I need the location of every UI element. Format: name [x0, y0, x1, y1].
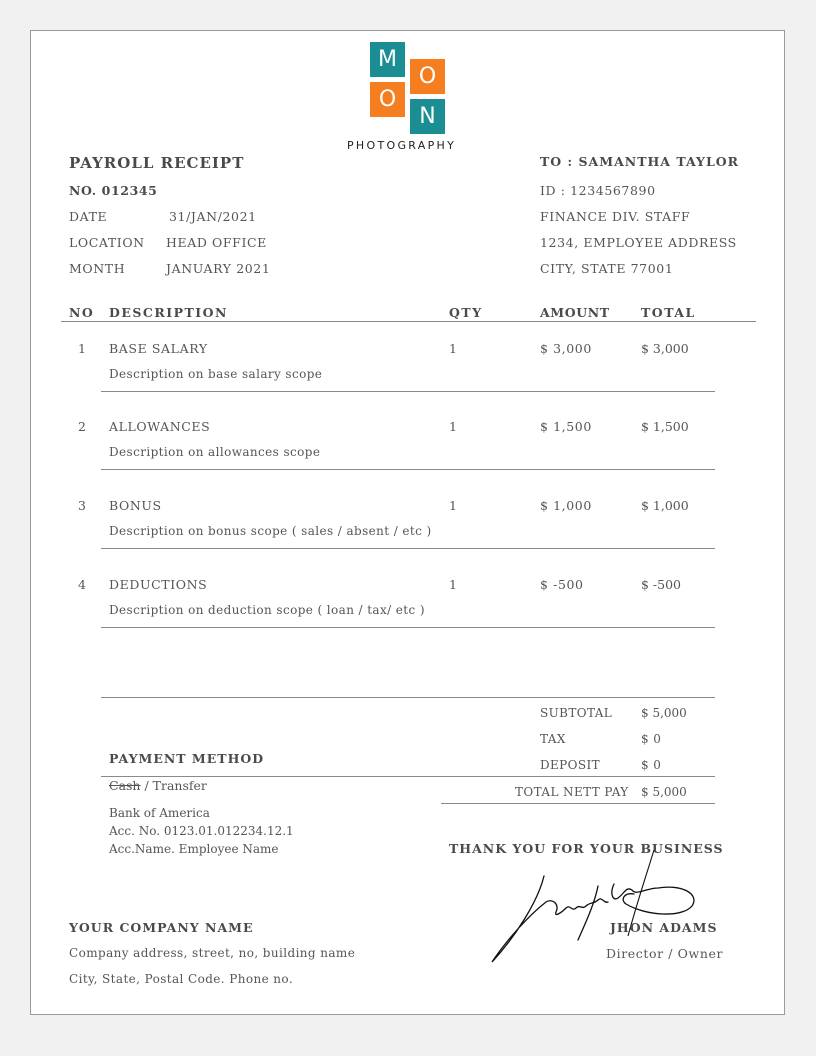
location-value: HEAD OFFICE	[166, 235, 267, 250]
receipt-page	[30, 30, 785, 1015]
row-total: $ -500	[641, 577, 682, 592]
subtotal-label: SUBTOTAL	[540, 706, 613, 720]
row-description: Description on base salary scope	[109, 367, 323, 381]
row-total: $ 1,500	[641, 419, 689, 434]
table-end-divider	[101, 697, 715, 698]
subtotal-value: $ 5,000	[641, 706, 687, 720]
recipient-address: 1234, EMPLOYEE ADDRESS	[540, 235, 737, 250]
row-title: ALLOWANCES	[109, 419, 211, 434]
recipient-name: TO : SAMANTHA TAYLOR	[540, 154, 740, 169]
tax-label: TAX	[540, 732, 566, 746]
company-name: YOUR COMPANY NAME	[69, 920, 254, 935]
payment-cash: Cash	[109, 778, 141, 793]
account-name: Acc.Name. Employee Name	[109, 842, 279, 856]
bank-name: Bank of America	[109, 806, 210, 820]
row-amount: $ -500	[540, 577, 584, 592]
row-title: BASE SALARY	[109, 341, 208, 356]
row-number: 4	[78, 577, 87, 592]
col-header-total: TOTAL	[641, 305, 696, 320]
brand-logo	[370, 42, 446, 128]
total-nett-pay-label: TOTAL NETT PAY	[515, 785, 629, 799]
payment-method-options	[109, 778, 207, 793]
row-qty: 1	[449, 577, 458, 592]
date-label: DATE	[69, 209, 108, 224]
row-title: DEDUCTIONS	[109, 577, 208, 592]
company-address: Company address, street, no, building name	[69, 946, 356, 960]
tax-value: $ 0	[641, 732, 662, 746]
row-amount: $ 1,500	[540, 419, 592, 434]
logo-tile-o2: O	[370, 82, 405, 117]
receipt-title: PAYROLL RECEIPT	[69, 154, 245, 172]
row-number: 3	[78, 498, 87, 513]
row-qty: 1	[449, 419, 458, 434]
row-amount: $ 1,000	[540, 498, 592, 513]
logo-tile-o1: O	[410, 59, 445, 94]
brand-subtitle: PHOTOGRAPHY	[347, 139, 457, 152]
row-number: 1	[78, 341, 87, 356]
row-divider	[101, 548, 715, 549]
row-divider	[101, 627, 715, 628]
row-number: 2	[78, 419, 87, 434]
col-header-amount: AMOUNT	[540, 305, 610, 320]
row-title: BONUS	[109, 498, 162, 513]
account-number: Acc. No. 0123.01.012234.12.1	[109, 824, 294, 838]
thank-you-note: THANK YOU FOR YOUR BUSINESS	[449, 841, 724, 856]
recipient-id: ID : 1234567890	[540, 183, 656, 198]
payment-divider	[101, 776, 441, 777]
row-divider	[101, 391, 715, 392]
logo-tile-n: N	[410, 99, 445, 134]
month-label: MONTH	[69, 261, 126, 276]
row-qty: 1	[449, 498, 458, 513]
col-header-description: DESCRIPTION	[109, 305, 228, 320]
row-total: $ 1,000	[641, 498, 689, 513]
recipient-division: FINANCE DIV. STAFF	[540, 209, 691, 224]
month-value: JANUARY 2021	[166, 261, 271, 276]
row-total: $ 3,000	[641, 341, 689, 356]
row-description: Description on deduction scope ( loan / tax/ etc )	[109, 603, 425, 617]
row-divider	[101, 469, 715, 470]
receipt-number: NO. 012345	[69, 183, 158, 198]
company-city: City, State, Postal Code. Phone no.	[69, 972, 294, 986]
logo-tile-m: M	[370, 42, 405, 77]
row-amount: $ 3,000	[540, 341, 592, 356]
row-description: Description on bonus scope ( sales / absent / etc )	[109, 524, 432, 538]
row-description: Description on allowances scope	[109, 445, 321, 459]
signer-role: Director / Owner	[606, 946, 724, 961]
summary-bottom-divider	[441, 803, 715, 804]
summary-divider	[441, 776, 715, 777]
total-nett-pay-value: $ 5,000	[641, 785, 687, 799]
table-header-divider	[61, 321, 756, 322]
deposit-label: DEPOSIT	[540, 758, 601, 772]
col-header-qty: QTY	[449, 305, 483, 320]
recipient-city: CITY, STATE 77001	[540, 261, 674, 276]
signer-name: JHON ADAMS	[610, 920, 718, 935]
payment-method-heading: PAYMENT METHOD	[109, 751, 265, 766]
location-label: LOCATION	[69, 235, 145, 250]
col-header-no: NO	[69, 305, 95, 320]
payment-transfer: / Transfer	[140, 778, 207, 793]
row-qty: 1	[449, 341, 458, 356]
date-value: 31/JAN/2021	[169, 209, 257, 224]
deposit-value: $ 0	[641, 758, 662, 772]
